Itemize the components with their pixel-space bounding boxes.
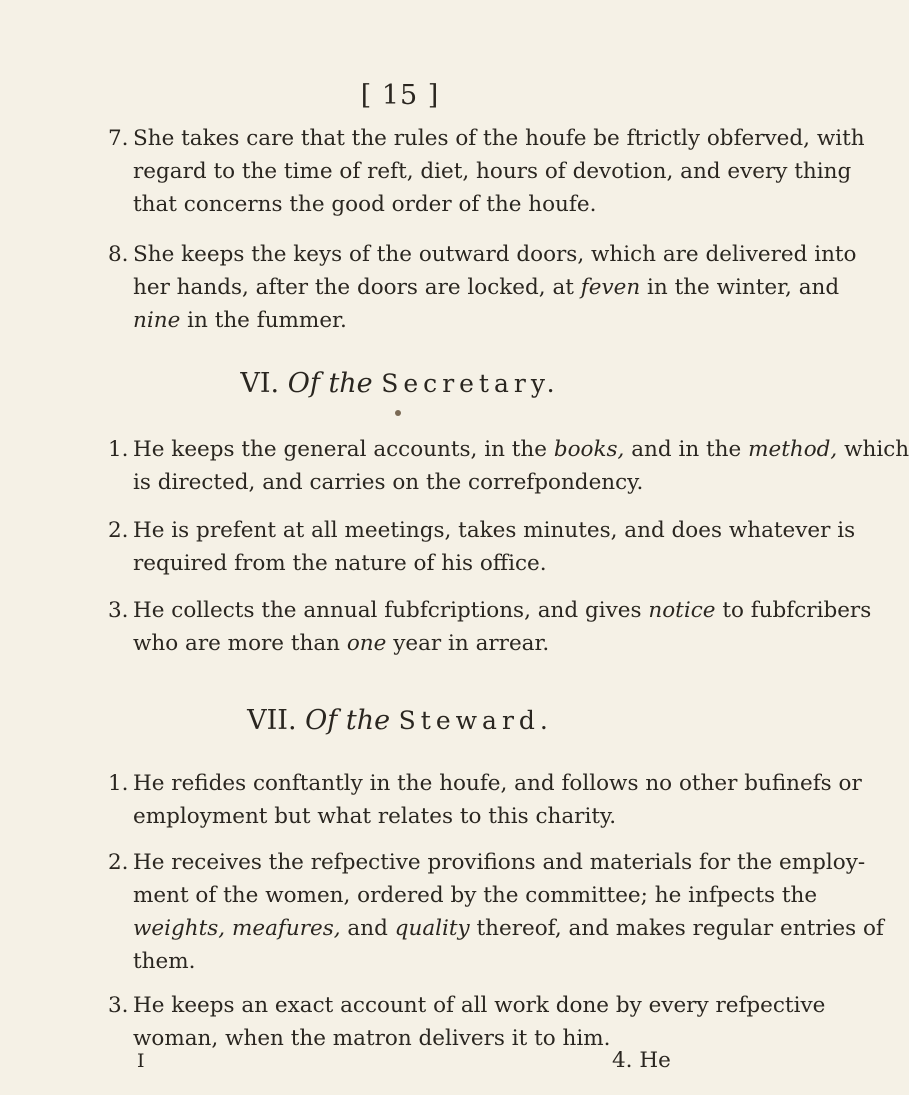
page-number: [ 15 ] <box>360 80 440 111</box>
text-line: She keeps the keys of the outward doors, which are delivered into <box>133 242 857 267</box>
text-line: them. <box>133 949 196 974</box>
italic-word: feven <box>580 275 641 300</box>
rule-item-7 <box>108 122 865 221</box>
steward-item-2 <box>108 846 884 978</box>
secretary-item-1 <box>108 433 909 499</box>
item-number: 7. <box>108 126 129 151</box>
text-line: He refides conftantly in the houfe, and follows no other bufinefs or <box>133 771 862 796</box>
text-line: her hands, after the doors are locked, at feven in the winter, and <box>133 275 840 300</box>
text-line: weights, meafures, and quality thereof, and makes regular entries of <box>133 916 884 941</box>
text-line: She takes care that the rules of the houfe be ftrictly obferved, with <box>133 126 865 151</box>
section-heading-secretary: VI. Of the Secretary. <box>240 368 560 399</box>
text-line: woman, when the matron delivers it to him. <box>133 1026 611 1051</box>
steward-item-1 <box>108 767 862 833</box>
text-line: He keeps an exact account of all work done by every refpective <box>133 993 826 1018</box>
text-line: employment but what relates to this charity. <box>133 804 617 829</box>
item-number: 3. <box>108 598 129 623</box>
section-heading-steward: VII. Of the Steward. <box>247 705 553 736</box>
text-line: He keeps the general accounts, in the books, and in the method, which <box>133 437 909 462</box>
text-line: that concerns the good order of the houfe. <box>133 192 597 217</box>
item-number: 2. <box>108 850 129 875</box>
steward-item-3 <box>108 989 826 1055</box>
item-number: 1. <box>108 771 129 796</box>
text-line: who are more than one year in arrear. <box>133 631 550 656</box>
text-line: regard to the time of reft, diet, hours of devotion, and every thing <box>133 159 852 184</box>
text-line: is directed, and carries on the correfpondency. <box>133 470 644 495</box>
text-line: ment of the women, ordered by the committee; he infpects the <box>133 883 818 908</box>
item-number: 8. <box>108 242 129 267</box>
italic-word: nine <box>133 308 181 333</box>
signature-mark: I <box>137 1050 145 1072</box>
text-line: He collects the annual fubfcriptions, and gives notice to fubfcribers <box>133 598 872 623</box>
ink-speck <box>395 410 401 416</box>
item-number: 3. <box>108 993 129 1018</box>
text-line: nine in the fummer. <box>133 308 347 333</box>
text-line: He is prefent at all meetings, takes minutes, and does whatever is <box>133 518 856 543</box>
rule-item-8 <box>108 238 857 337</box>
item-number: 1. <box>108 437 129 462</box>
secretary-item-3 <box>108 594 872 660</box>
text-line: required from the nature of his office. <box>133 551 547 576</box>
item-number: 2. <box>108 518 129 543</box>
text-line: He receives the refpective provifions and materials for the employ- <box>133 850 866 875</box>
secretary-item-2 <box>108 514 856 580</box>
catchword: 4. He <box>612 1048 671 1073</box>
